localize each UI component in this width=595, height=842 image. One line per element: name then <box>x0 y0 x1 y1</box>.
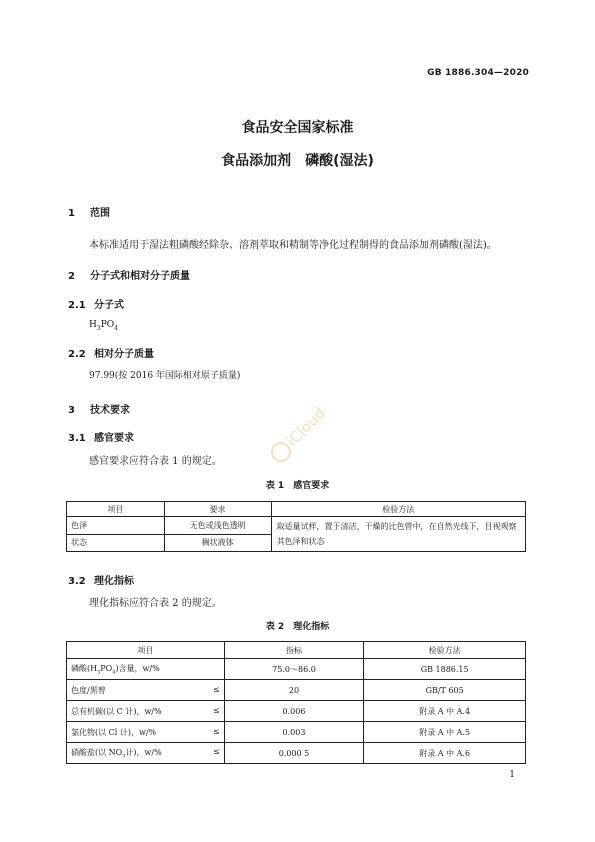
item-cell <box>67 680 225 701</box>
section-title: 相对分子质量 <box>94 349 154 360</box>
item-text: 硝酸盐(以 NO <box>71 747 123 757</box>
value-cell: 0.000 5 <box>224 743 364 764</box>
table-row <box>67 517 526 535</box>
section-number: 1 <box>68 208 75 219</box>
sensory-intro: 感官要求应符合表 1 的规定。 <box>89 456 222 467</box>
item-text: 氯化物(以 Cl 计)，w/% <box>71 727 157 737</box>
scope-paragraph: 本标准适用于湿法粗磷酸经除杂、溶剂萃取和精制等净化过程制得的食品添加剂磷酸(湿法)。 <box>89 240 497 251</box>
item-cell <box>67 701 225 722</box>
table-row <box>67 701 526 722</box>
section-1-heading <box>68 204 110 219</box>
section-title: 范围 <box>90 208 110 219</box>
column-header: 指标 <box>224 642 364 659</box>
physicochemical-table <box>66 641 526 764</box>
requirement-cell: 无色或浅色透明 <box>164 517 271 535</box>
item-cell <box>67 659 225 680</box>
formula-subscript: 3 <box>96 324 101 332</box>
value-cell: 75.0～86.0 <box>224 659 364 680</box>
method-cell: 取适量试样，置于清洁、干燥的比色管中，在自然光线下，目视观察其色泽和状态 <box>271 517 525 552</box>
table-header-row <box>67 642 526 659</box>
item-text: 总有机碳(以 C 计)，w/% <box>71 706 162 716</box>
comparator: ≤ <box>212 705 220 715</box>
table-2-caption: 表 2 理化指标 <box>265 622 330 632</box>
standard-number: GB 1886.304—2020 <box>427 68 529 78</box>
section-number: 2.1 <box>68 300 86 311</box>
item-subscript: 4 <box>112 669 116 676</box>
item-subscript: 3 <box>97 669 101 676</box>
section-3-1-heading <box>68 429 134 444</box>
section-3-2-heading <box>68 572 134 587</box>
table-1-caption: 表 1 感官要求 <box>265 481 330 491</box>
method-cell: 附录 A 中 A.6 <box>364 743 526 764</box>
section-number: 3 <box>68 405 75 416</box>
item-cell <box>67 743 225 764</box>
section-title: 技术要求 <box>90 405 130 416</box>
section-number: 2.2 <box>68 349 86 360</box>
physicochemical-intro: 理化指标应符合表 2 的规定。 <box>89 598 222 609</box>
section-title: 感官要求 <box>94 433 134 444</box>
section-2-heading <box>68 267 190 282</box>
section-title: 分子式和相对分子质量 <box>90 271 190 282</box>
table-row <box>67 722 526 743</box>
column-header: 项目 <box>67 642 225 659</box>
table-row <box>67 743 526 764</box>
item-text: PO <box>100 663 113 673</box>
document-title-line1: 食品安全国家标准 <box>241 120 354 136</box>
method-cell: GB 1886.15 <box>364 659 526 680</box>
comparator: ≤ <box>212 746 220 756</box>
page-number: 1 <box>509 770 515 780</box>
section-2-2-heading <box>68 345 154 360</box>
section-number: 2 <box>68 271 75 282</box>
column-header: 检验方法 <box>364 642 526 659</box>
table-row <box>67 680 526 701</box>
item-cell <box>67 722 225 743</box>
table-row <box>67 659 526 680</box>
table-header-row <box>67 502 526 517</box>
formula-part: H <box>89 320 97 330</box>
section-number: 3.1 <box>68 433 86 444</box>
value-cell: 0.003 <box>224 722 364 743</box>
section-2-1-heading <box>68 296 124 311</box>
requirement-cell: 稠状液体 <box>164 534 271 552</box>
watermark-text: iCloud <box>283 403 330 450</box>
sensory-requirements-table <box>66 501 526 552</box>
method-cell: 附录 A 中 A.4 <box>364 701 526 722</box>
item-text: 计)，w/% <box>125 747 162 757</box>
section-number: 3.2 <box>68 576 86 587</box>
column-header: 要求 <box>164 502 271 517</box>
document-title-line2: 食品添加剂 磷酸(湿法) <box>221 153 374 169</box>
item-text: 色度/黑曾 <box>71 685 106 695</box>
method-cell: 附录 A 中 A.5 <box>364 722 526 743</box>
item-cell: 状态 <box>67 534 165 552</box>
item-text: )含量，w/% <box>115 663 160 673</box>
section-3-heading <box>68 401 130 416</box>
value-cell: 20 <box>224 680 364 701</box>
item-cell: 色泽 <box>67 517 165 535</box>
section-title: 理化指标 <box>94 576 134 587</box>
item-text: 磷酸(H <box>71 663 98 673</box>
column-header: 检验方法 <box>271 502 525 517</box>
comparator: ≤ <box>212 684 220 694</box>
column-header: 项目 <box>67 502 165 517</box>
cloud-watermark <box>255 388 345 478</box>
molecular-formula <box>89 320 118 332</box>
formula-part: PO <box>100 320 115 330</box>
molecular-mass: 97.99(按 2016 年国际相对原子质量) <box>89 371 241 381</box>
value-cell: 0.006 <box>224 701 364 722</box>
item-subscript: 3 <box>122 753 126 760</box>
section-title: 分子式 <box>94 300 124 311</box>
formula-subscript: 4 <box>114 324 118 332</box>
method-cell: GB/T 605 <box>364 680 526 701</box>
comparator: ≤ <box>212 726 220 736</box>
